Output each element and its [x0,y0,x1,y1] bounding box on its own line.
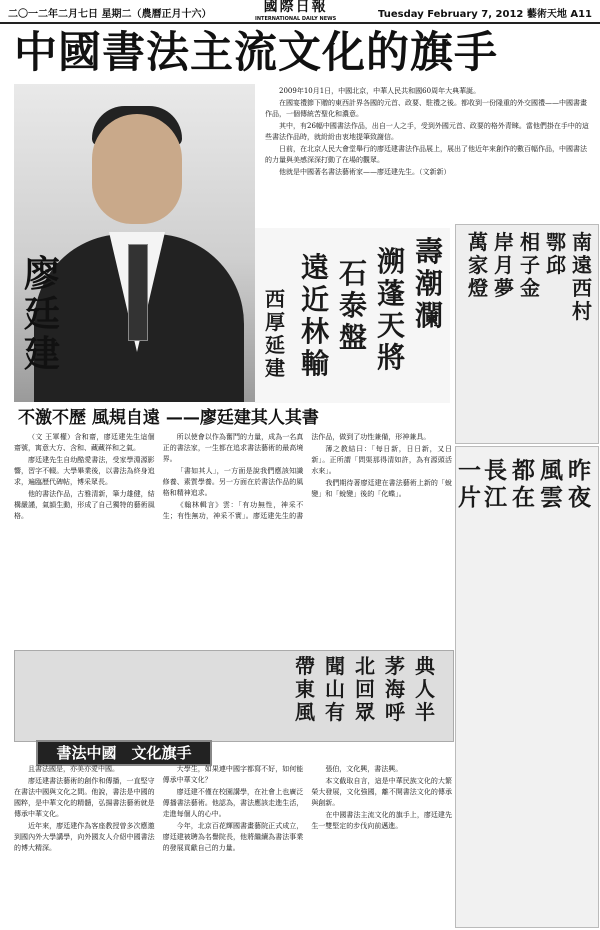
intro-paragraph: 2009年10月1日，中國北京，中華人民共和國60周年大典華誕。 [279,87,481,95]
article-paragraph: 廖廷建書法藝術的創作和傳播，一直堅守在書法中國與文化之間。他說，書法是中國的國粹，是中華文化的精髓，弘揚書法藝術就是傳承中華文化。 [14,777,155,818]
article-paragraph: 《翰林輯言》雲：「有功無性，神采不生；有性無功，神采不實」。廖廷建先生的書法作品，做到了功性兼備，形神兼具。 [162,433,431,520]
article-paragraph: 大學生，如果連中國字都寫不好，如何能傳承中華文化？ [162,765,304,784]
newspaper-logo-text: 國際日報 [263,0,328,15]
article-paragraph: 今年，北京百花輝國書畫藝院正式成立，廖廷建被聘為名譽院長，他將繼續為書法事業的發展貢獻自己的力量。 [162,822,304,852]
intro-paragraph: 其中，有26幅中國書法作品，出自一人之手，受到外國元首、政要的格外青睞。當他們掛在手中的這些書法作品時，就紛紛由衷地提筆致謝信。 [265,122,589,141]
masthead-section: 藝術天地 A11 [526,9,592,20]
calligraphy-column: 西厚延建 [265,287,285,380]
article-paragraph: （文 王軍權）含和齋，廖廷建先生這個齋號，寓意大方、含和、藏藏祥和之氣。 [14,433,155,452]
article-paragraph: 廖廷建先生自幼酷愛書法，受家學淵源影響，習字不輟。大學畢業後，以書法為終身追求，遍臨歷代碑帖，博采眾長。 [14,456,155,486]
calligraphy-column: 一片 [458,457,481,511]
calligraphy-column: 茅海呼 [385,654,405,724]
calligraphy-column: 壽潮瀾 [415,235,444,332]
article-paragraph: 所以使會以作為奮鬥的力量，成為一名真正的書法家，一生都在追求書法藝術的最高境界。 [162,433,304,463]
article-body-1 [14,432,452,647]
portrait-signature: 廖廷建 [24,253,61,375]
article-paragraph: 在中國書法主流文化的旗手上，廖廷建先生一雙堅定的步伐向前邁進。 [311,811,452,830]
article-body-2 [14,764,452,926]
intro-paragraph: 在國宴禮節下贈的東西計界各國的元首、政要、駐禮之後。都收到一份隆重的外交國禮——中國書畫作品，一個傳統苦聖化和濃意。 [265,99,587,118]
article-paragraph: 廖廷建不僅在校園講學，在社會上也廣泛傳播書法藝術。他認為，書法應該走進生活，走進每個人的心中。 [162,788,304,818]
calligraphy-column: 昨夜 [568,457,591,511]
calligraphy-column: 南遠西村 [572,230,592,323]
masthead-date-section [378,5,592,20]
calligraphy-column: 溯蓬天將 [377,245,406,374]
portrait-face [92,114,182,224]
article-paragraph: 我們期待著廖廷建在書法藝術上新的「蛻變」和「蛻變」後的「化蝶」。 [311,479,452,498]
calligraphy-column: 典人半 [415,654,435,724]
masthead-date-cn: 二〇一二年二月七日 星期二（農曆正月十六） [8,9,212,20]
calligraphy-column: 石泰盤 [339,257,368,354]
article-paragraph: 「書如其人」，一方面是說我們應該知識修養、素質學養。另一方面在於書法作品的風格和精神追求。 [162,467,304,497]
intro-article [265,86,592,226]
calligraphy-column: 長江 [484,457,507,511]
article-subheadline: 不激不歷 風規自遠 ——廖廷建其人其書 [18,408,319,428]
newspaper-logo [255,1,336,25]
calligraphy-column: 相子金 [520,230,540,300]
calligraphy-sample-4 [14,650,454,742]
calligraphy-column: 北回眾 [355,654,375,724]
calligraphy-column: 萬家燈 [468,230,488,300]
page-headline: 中國書法主流文化的旗手 [14,28,498,78]
calligraphy-column: 遠近林輸 [301,251,330,380]
calligraphy-column: 帶東風 [295,654,315,724]
masthead [0,0,600,24]
calligraphy-column: 都在 [512,457,535,511]
intro-paragraph: 日前，在北京人民大會堂舉行的廖廷建書法作品展上，展出了他近年來創作的數百幅作品，中國書法的力量與美感深深打動了在場的觀眾。 [265,145,587,164]
article-paragraph: 近年來，廖廷建作為客座教授曾多次應邀到國內外大學講學，向外國友人介紹中國書法的博大精深。 [14,822,155,852]
portrait-tie [128,244,148,341]
portrait-photo [14,84,255,402]
article-paragraph: 張伯，文化興，書法興。 [325,765,403,773]
calligraphy-sample-1 [255,228,450,403]
article-paragraph: 他的書法作品，古雅清新，筆力雄健，結構嚴謹，氣韻生動，形成了自己獨特的藝術風格。 [14,490,155,520]
calligraphy-column: 鄂邱 [546,230,566,277]
calligraphy-column: 聞山有 [325,654,345,724]
article-paragraph: 薄之教結曰：「每日新，日日新，又日新」。正所謂「問渠那得清如許，為有源頭活水來」。 [311,445,452,475]
section-banner: 書法中國 文化旗手 [36,740,212,766]
article-paragraph: 且書法國是，亦美亦愛中國。 [28,765,119,773]
calligraphy-sample-3 [455,446,599,928]
calligraphy-sample-2 [455,224,599,444]
calligraphy-column: 岸月夢 [494,230,514,300]
article-paragraph: 本文截取自言，這是中華民族文化的大繁榮大發展，文化強國，離不開書法文化的傳承與創新。 [311,777,452,807]
masthead-date-en: Tuesday February 7, 2012 [378,9,524,20]
intro-paragraph: 他就是中國著名書法藝術家——廖廷建先生。（文新新） [279,168,451,176]
calligraphy-column: 風雲 [540,457,563,511]
newspaper-logo-en: INTERNATIONAL DAILY NEWS [255,16,337,22]
